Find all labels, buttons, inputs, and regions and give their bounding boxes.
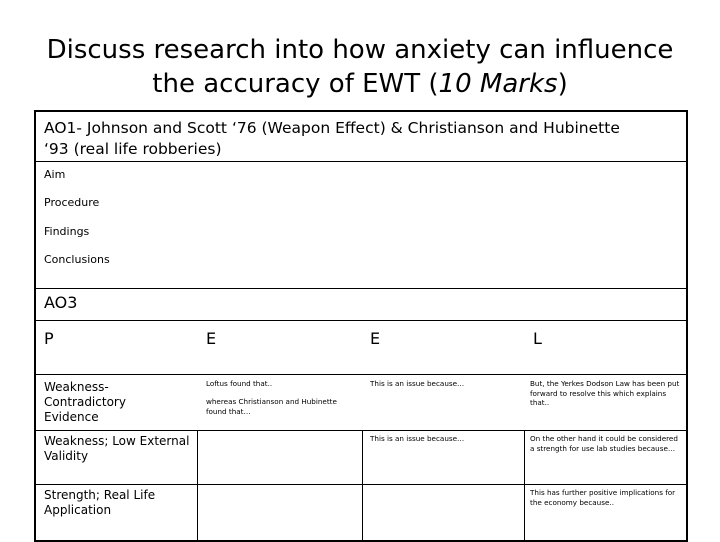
ao1-line-2: ‘93 (real life robberies): [44, 140, 222, 158]
title-line-1: Discuss research into how anxiety can influence: [46, 35, 674, 65]
divider: [36, 430, 686, 431]
row-3-point: [44, 488, 194, 518]
row-3-link: This has further positive implications for the economy because..: [530, 488, 676, 507]
ao1-line-1: AO1- Johnson and Scott ‘76 (Weapon Effect) & Christianson and Hubinette: [44, 119, 620, 137]
column-header-l: L: [533, 329, 542, 348]
title-line-2-suffix: ): [557, 69, 568, 99]
title-marks: 10 Marks: [438, 69, 558, 99]
divider: [36, 484, 686, 485]
row-1-point-line-2: Evidence: [44, 410, 99, 424]
column-divider: [362, 430, 363, 540]
worksheet-table: [34, 110, 688, 542]
ao3-heading: AO3: [44, 293, 78, 312]
title-line-2-prefix: the accuracy of EWT (: [152, 69, 439, 99]
row-2-link: On the other hand it could be considered a strength for use lab studies because…: [530, 434, 678, 453]
title-line-2: [0, 67, 720, 101]
page-title: [0, 33, 720, 101]
row-1-link: But, the Yerkes Dodson Law has been put forward to resolve this which explains that..: [530, 379, 680, 407]
divider: [36, 288, 686, 289]
column-header-p: P: [44, 329, 54, 348]
ao1-aim-label: Aim: [44, 168, 66, 181]
row-3-point-line-2: Application: [44, 503, 112, 517]
row-2-explain: This is an issue because…: [370, 434, 465, 443]
divider: [36, 161, 686, 162]
row-1-evidence-extra: whereas Christianson and Hubinette found that…: [206, 397, 337, 416]
row-2-point-line-2: Validity: [44, 449, 89, 463]
row-1-point: [44, 380, 194, 425]
column-header-e2: E: [370, 329, 381, 348]
ao1-findings-label: Findings: [44, 225, 90, 238]
row-2-point: [44, 434, 194, 464]
column-header-e1: E: [206, 329, 217, 348]
column-divider: [197, 430, 198, 540]
row-1-evidence: Loftus found that..: [206, 379, 273, 388]
row-2-point-line-1: Weakness; Low External: [44, 434, 190, 448]
column-divider: [524, 430, 525, 540]
divider: [36, 320, 686, 321]
ao1-procedure-label: Procedure: [44, 196, 100, 209]
divider: [36, 374, 686, 375]
ao1-conclusions-label: Conclusions: [44, 253, 110, 266]
row-3-point-line-1: Strength; Real Life: [44, 488, 156, 502]
ao1-heading: [44, 118, 684, 160]
row-1-point-line-1: Weakness- Contradictory: [44, 380, 126, 409]
row-1-explain: This is an issue because…: [370, 379, 465, 388]
